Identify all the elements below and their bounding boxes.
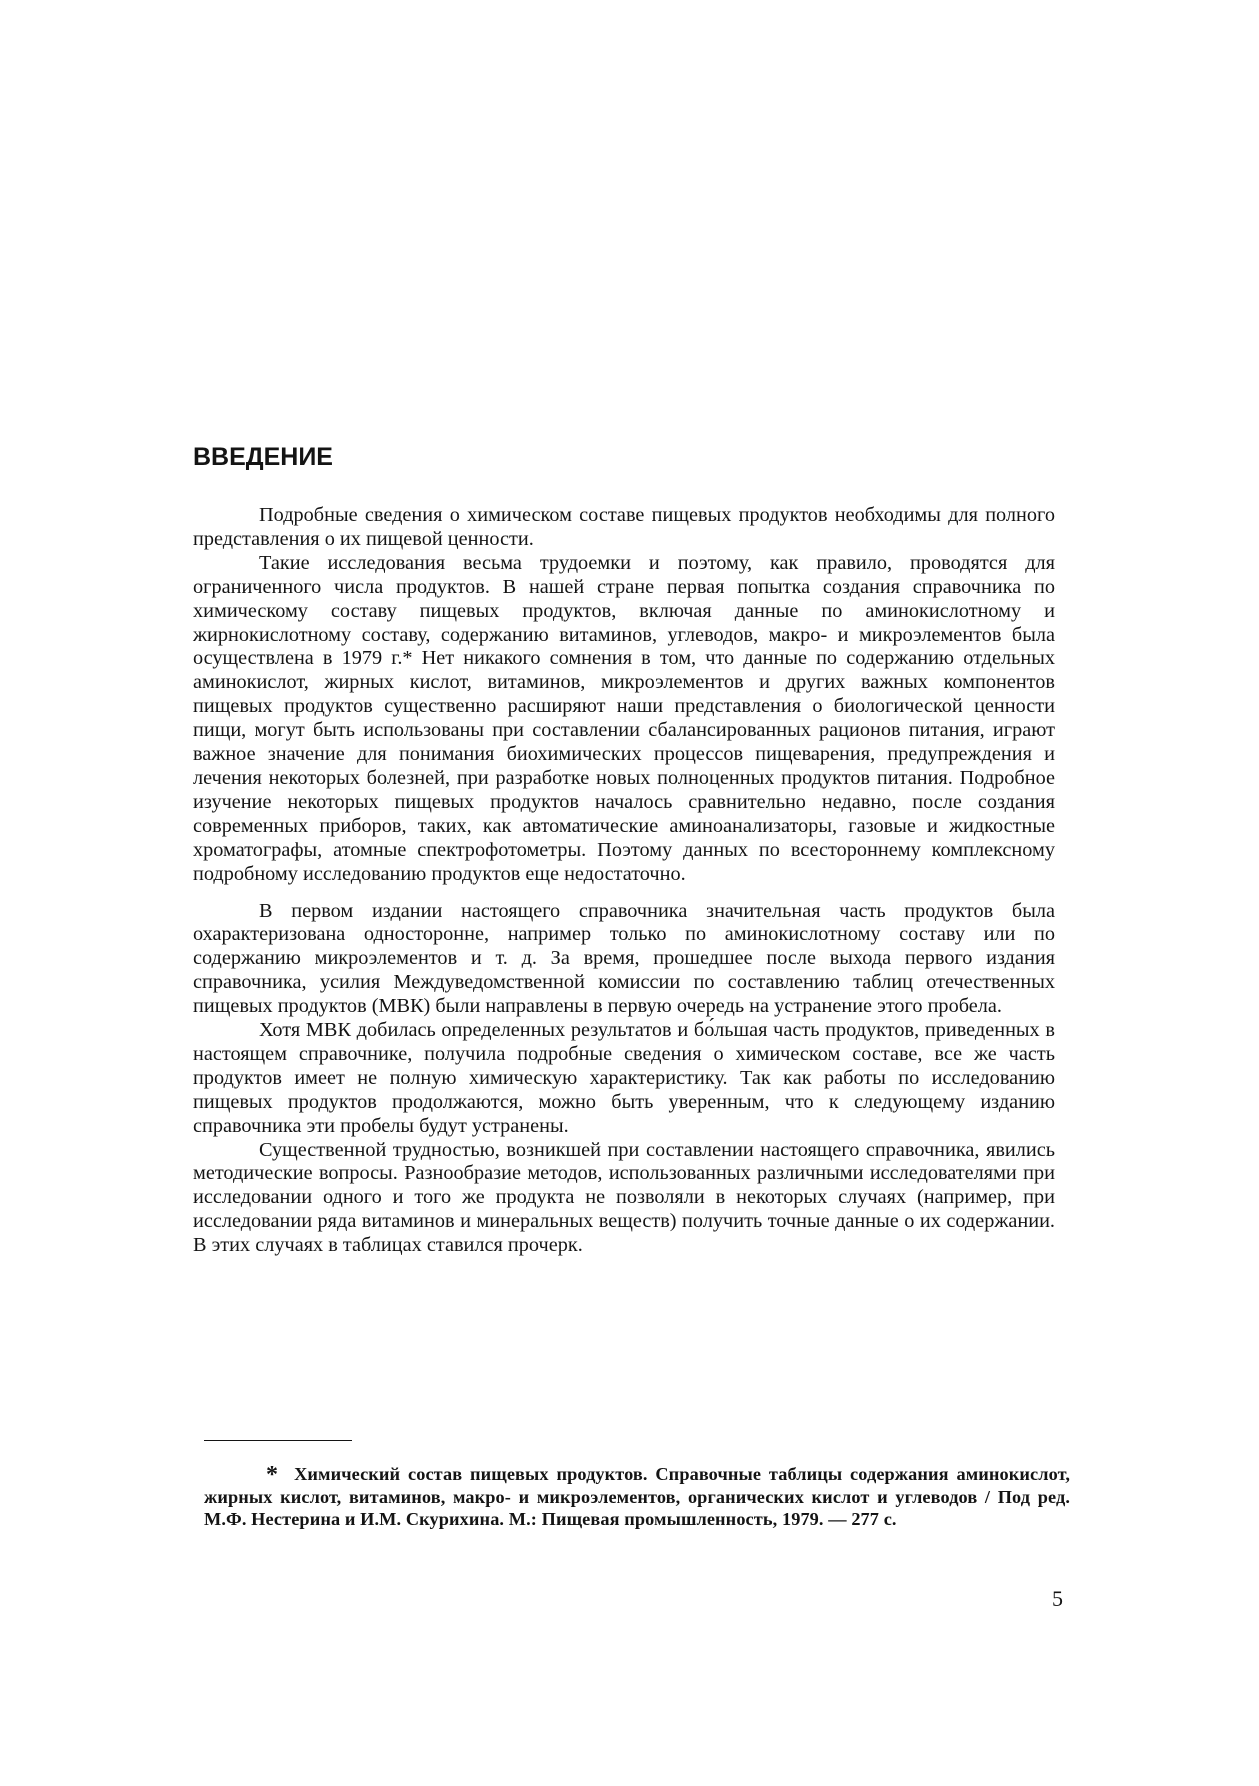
chapter-title: ВВЕДЕНИЕ	[193, 443, 333, 471]
paragraph-2: Такие исследования весьма трудоемки и поэтому, как правило, проводятся для ограниченного числа продуктов. В нашей стране первая попытка создания справочника по химическому составу пищевых продуктов, включая данные по аминокислотному и жирнокислотному составу, содержанию витаминов, углеводов, макро- и микроэлементов была осуществлена в 1979 г.* Нет никакого сомнения в том, что данные по содержанию отдельных аминокислот, жирных кислот, витаминов, микроэлементов и других важных компонентов пищевых продуктов существенно расширяют наши представления о биологической ценности пищи, могут быть использованы при составлении сбалансированных рационов питания, играют важное значение для понимания биохимических процессов пищеварения, предупреждения и лечения некоторых болезней, при разработке новых полноценных продуктов питания. Подробное изучение некоторых пищевых продуктов началось сравнительно недавно, после создания современных приборов, таких, как автоматические аминоанализаторы, газовые и жидкостные хроматографы, атомные спектрофотометры. Поэтому данных по всестороннему комплексному подробному исследованию продуктов еще недостаточно.	[193, 551, 1055, 885]
footnote-marker: *	[266, 1462, 279, 1488]
paragraph-4: Хотя МВК добилась определенных результатов и бо́льшая часть продуктов, приведенных в настоящем справочнике, получила подробные сведения о химическом составе, все же часть продуктов имеет не полную химическую характеристику. Так как работы по исследованию пищевых продуктов продолжаются, можно быть уверенным, что к следующему изданию справочника эти пробелы будут устранены.	[193, 1019, 1055, 1137]
footnote	[204, 1464, 1070, 1530]
page-number: 5	[1052, 1586, 1063, 1611]
paragraph-3: В первом издании настоящего справочника значительная часть продуктов была охарактеризована односторонне, например только по аминокислотному составу или по содержанию микроэлементов и т. д. За время, прошедшее после выхода первого издания справочника, усилия Междуведомственной комиссии по составлению таблиц отечественных пищевых продуктов (МВК) были направлены в первую очередь на устранение этого пробела.	[193, 899, 1055, 1018]
paragraph-1: Подробные сведения о химическом составе пищевых продуктов необходимы для полного представления о их пищевой ценности.	[193, 504, 1055, 550]
footnote-text: Химический состав пищевых продуктов. Справочные таблицы содержания аминокислот, жирных кислот, витаминов, макро- и микроэлементов, органических кислот и углеводов / Под ред. М.Ф. Нестерина и И.М. Скурихина. М.: Пищевая промышленность, 1979. — 277 с.	[204, 1464, 1070, 1529]
body-text	[193, 504, 1055, 1258]
paragraph-5: Существенной трудностью, возникшей при составлении настоящего справочника, явились методические вопросы. Разнообразие методов, использованных различными исследователями при исследовании одного и того же продукта не позволяли в некоторых случаях (например, при исследовании ряда витаминов и минеральных веществ) получить точные данные о их содержании. В этих случаях в таблицах ставился прочерк.	[193, 1138, 1055, 1257]
footnote-divider	[204, 1440, 352, 1441]
